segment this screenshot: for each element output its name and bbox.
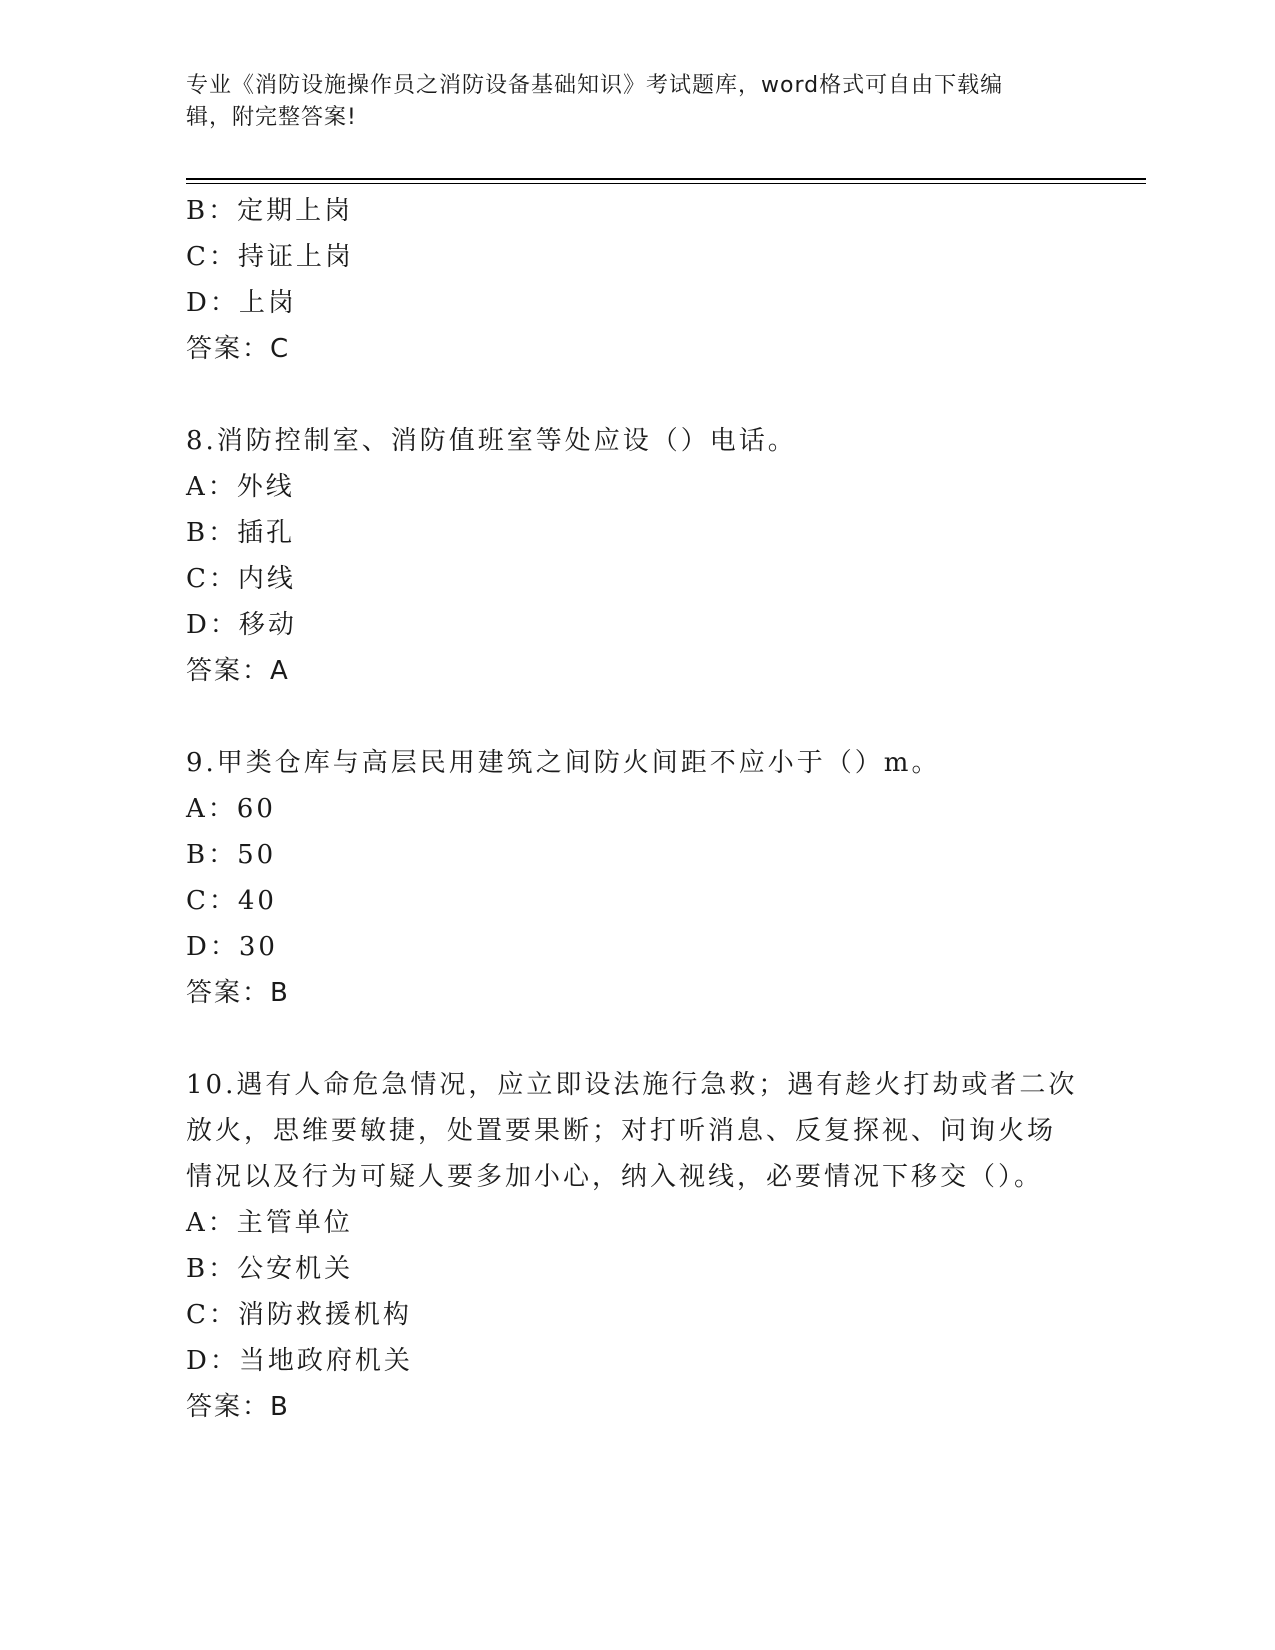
question-8 — [186, 418, 1086, 694]
question-10 — [186, 1062, 1086, 1430]
question-9 — [186, 740, 1086, 1016]
option-b: B：定期上岗 — [186, 196, 354, 226]
answer-line: 答案：C — [186, 334, 291, 364]
answer-line: 答案：B — [186, 1392, 290, 1422]
answer-line: 答案：B — [186, 978, 290, 1008]
question-text-line-2: 放火，思维要敏捷，处置要果断；对打听消息、反复探视、问询火场 — [186, 1116, 1057, 1146]
header-line-1: 专业《消防设施操作员之消防设备基础知识》考试题库，word格式可自由下载编 — [186, 73, 1004, 98]
question-text: 9.甲类仓库与高层民用建筑之间防火间距不应小于（）m。 — [186, 748, 941, 778]
question-text: 8.消防控制室、消防值班室等处应设（）电话。 — [186, 426, 797, 456]
header-rule-thin — [186, 183, 1146, 184]
header-rule-thick — [186, 178, 1146, 180]
question-text-line-3: 情况以及行为可疑人要多加小心，纳入视线，必要情况下移交（）。 — [186, 1162, 1044, 1192]
option-b: B：50 — [186, 840, 277, 870]
prev-question — [186, 188, 1086, 372]
spacer — [186, 372, 1086, 418]
document-header — [186, 70, 1086, 134]
option-d: D：30 — [186, 932, 278, 962]
question-content — [186, 188, 1086, 1430]
option-a: A：主管单位 — [186, 1208, 353, 1238]
option-c: C：内线 — [186, 564, 296, 594]
option-c: C：40 — [186, 886, 277, 916]
option-b: B：插孔 — [186, 518, 296, 548]
spacer — [186, 1016, 1086, 1062]
answer-line: 答案：A — [186, 656, 290, 686]
option-a: A：外线 — [186, 472, 295, 502]
spacer — [186, 694, 1086, 740]
option-d: D：移动 — [186, 610, 297, 640]
header-line-2: 辑，附完整答案! — [186, 105, 357, 130]
option-d: D：上岗 — [186, 288, 297, 318]
option-b: B：公安机关 — [186, 1254, 354, 1284]
option-c: C：消防救援机构 — [186, 1300, 412, 1330]
option-a: A：60 — [186, 794, 276, 824]
question-text-line-1: 10.遇有人命危急情况，应立即设法施行急救；遇有趁火打劫或者二次 — [186, 1070, 1078, 1100]
option-c: C：持证上岗 — [186, 242, 354, 272]
option-d: D：当地政府机关 — [186, 1346, 413, 1376]
